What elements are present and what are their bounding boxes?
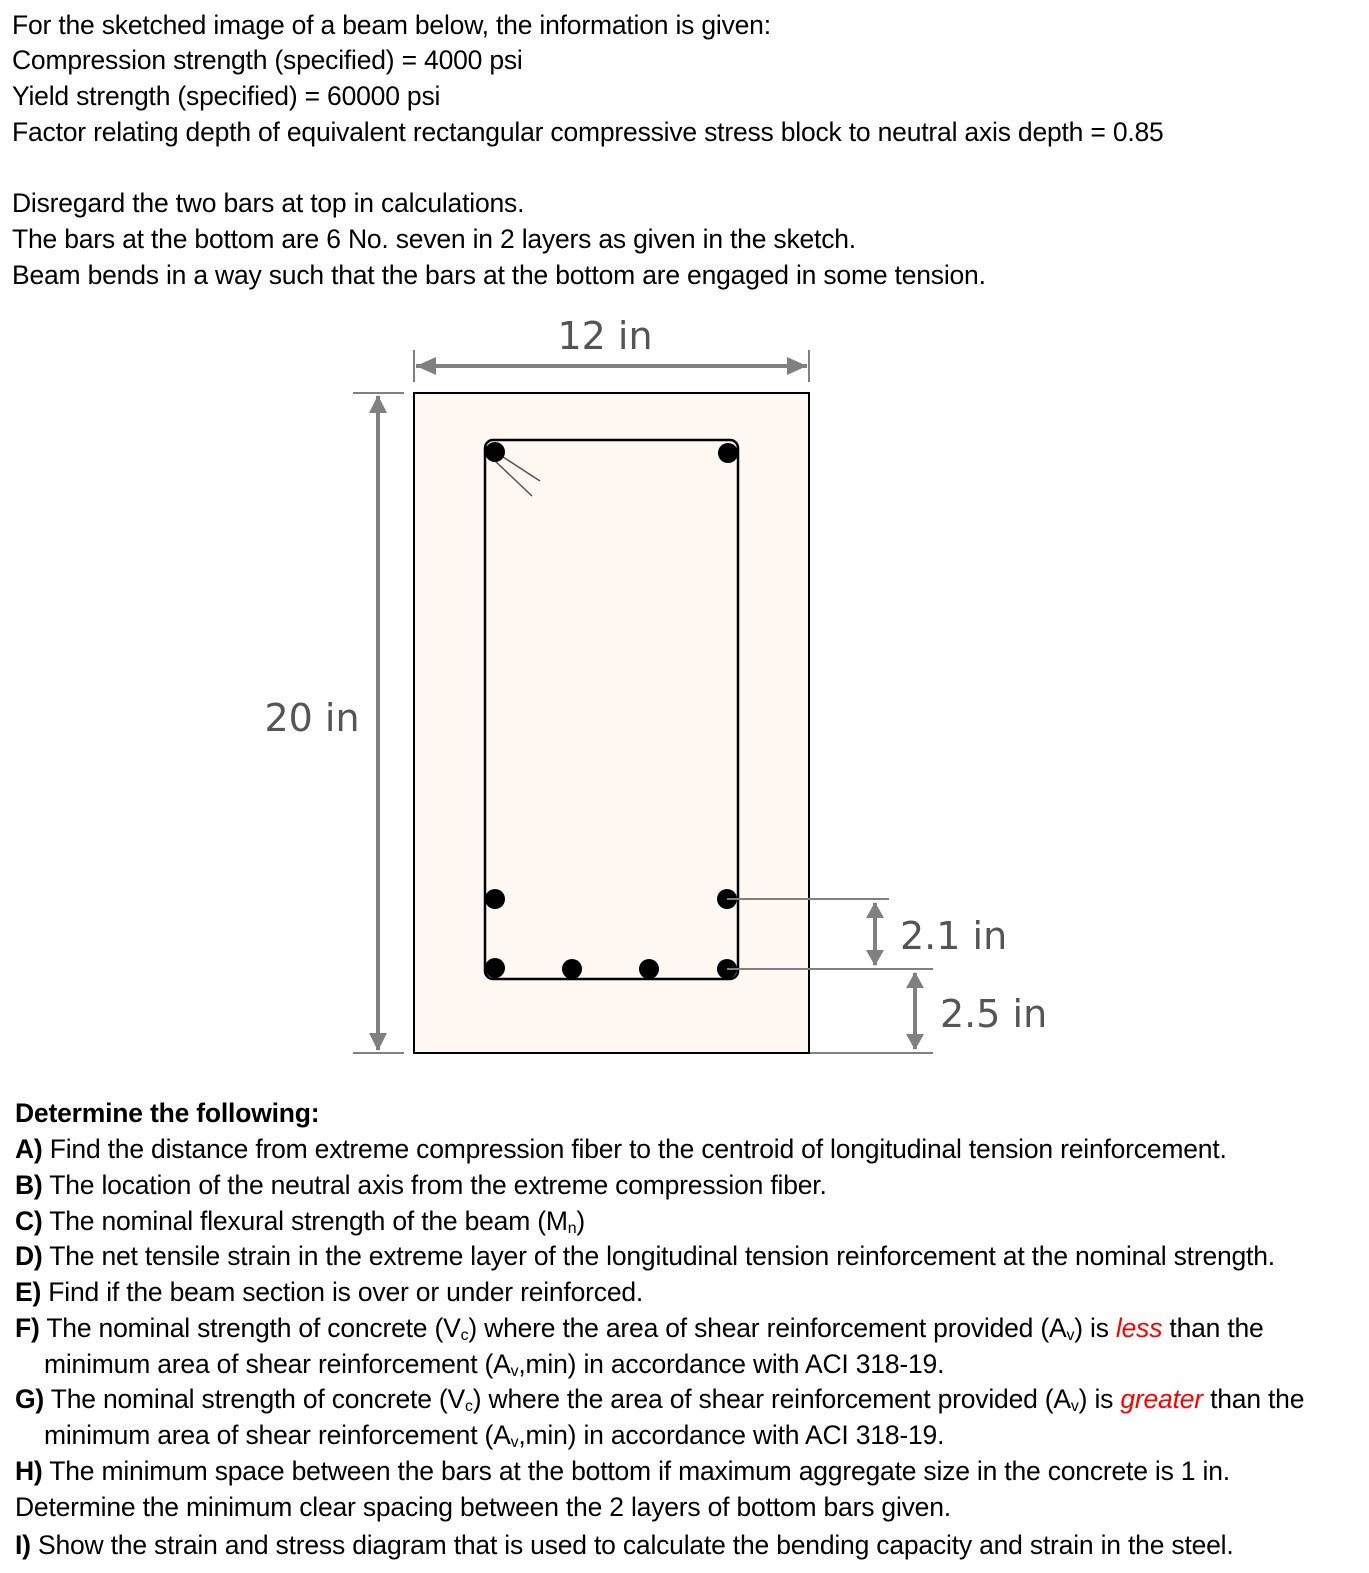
question-i-letter: I) — [15, 1530, 31, 1560]
question-b-letter: B) — [15, 1170, 43, 1200]
cover-label: 2.5 in — [940, 992, 1048, 1036]
height-arrow-bottom-icon — [369, 1033, 387, 1051]
question-f-text-1: The nominal strength of concrete (V — [46, 1313, 461, 1343]
question-g-sub-2: v — [1070, 1398, 1079, 1415]
question-f-text-4: than the — [1162, 1313, 1264, 1343]
question-g-cont-sub: v — [510, 1434, 519, 1451]
question-c-text: The nominal flexural strength of the beam (M — [49, 1206, 568, 1236]
intro-yield-strength: Yield strength (specified) = 60000 psi — [12, 81, 441, 111]
top-bar-left — [485, 442, 505, 462]
question-e — [15, 1275, 643, 1309]
question-f-cont-1: minimum area of shear reinforcement (A — [44, 1349, 511, 1379]
question-g-letter: G) — [15, 1384, 45, 1414]
question-h-line-2: Determine the minimum clear spacing between the 2 layers of bottom bars given. — [15, 1492, 951, 1522]
question-f-text-3: ) is — [1074, 1313, 1116, 1343]
question-a — [15, 1132, 1227, 1166]
question-c — [15, 1204, 585, 1238]
question-g-continuation — [44, 1418, 944, 1452]
question-a-text: Find the distance from extreme compression fiber to the centroid of longitudinal tension reinforcement. — [49, 1134, 1227, 1164]
beam-height-label: 20 in — [264, 696, 360, 740]
question-g-text-1: The nominal strength of concrete (V — [50, 1384, 466, 1414]
questions-heading: Determine the following: — [15, 1098, 320, 1128]
question-f-sub-2: v — [1066, 1327, 1075, 1344]
intro-line-1: For the sketched image of a beam below, the information is given: — [12, 10, 771, 40]
width-arrow-left-icon — [416, 357, 436, 375]
layer-spacing-label: 2.1 in — [900, 914, 1008, 958]
question-g — [15, 1382, 1304, 1416]
cover-arrow-bottom-icon — [906, 1034, 924, 1050]
question-f — [15, 1311, 1264, 1345]
bottom-bar-layer2-left — [485, 889, 505, 909]
question-h-text: The minimum space between the bars at the bottom if maximum aggregate size in the concrete is 1 in. — [49, 1456, 1230, 1486]
bottom-bar-layer1-2 — [562, 959, 582, 979]
intro-bending-note: Beam bends in a way such that the bars at the bottom are engaged in some tension. — [12, 260, 986, 290]
height-arrow-top-icon — [369, 395, 387, 413]
bottom-bar-layer1-3 — [639, 959, 659, 979]
question-c-after: ) — [576, 1206, 586, 1236]
question-f-cont-sub: v — [510, 1363, 519, 1380]
question-d-text: The net tensile strain in the extreme layer of the longitudinal tension reinforcement at the nominal strength. — [49, 1241, 1275, 1271]
intro-stress-block-factor: Factor relating depth of equivalent rectangular compressive stress block to neutral axis depth = 0.85 — [12, 117, 1164, 147]
top-bar-right — [718, 443, 738, 463]
question-f-continuation — [44, 1347, 944, 1381]
question-i — [15, 1528, 1234, 1562]
question-h — [15, 1454, 1230, 1488]
question-f-sub-1: c — [460, 1327, 469, 1344]
question-d-letter: D) — [15, 1241, 43, 1271]
question-d — [15, 1239, 1275, 1273]
width-arrow-right-icon — [787, 357, 807, 375]
intro-disregard-top-bars: Disregard the two bars at top in calculations. — [12, 188, 525, 218]
question-g-text-2: ) where the area of shear reinforcement provided (A — [472, 1384, 1071, 1414]
question-g-text-3: ) is — [1078, 1384, 1121, 1414]
concrete-section — [414, 393, 809, 1053]
question-i-text: Show the strain and stress diagram that is used to calculate the bending capacity and strain in the steel. — [37, 1530, 1234, 1560]
intro-compression-strength: Compression strength (specified) = 4000 psi — [12, 45, 523, 75]
bottom-bar-layer1-1 — [485, 958, 505, 978]
question-g-text-4: than the — [1202, 1384, 1305, 1414]
question-f-emphasis: less — [1115, 1313, 1163, 1343]
question-h-letter: H) — [15, 1456, 43, 1486]
question-a-letter: A) — [15, 1134, 43, 1164]
question-e-letter: E) — [15, 1277, 42, 1307]
beam-width-label: 12 in — [557, 314, 653, 358]
question-c-sub: n — [567, 1220, 577, 1237]
question-g-emphasis: greater — [1120, 1384, 1203, 1414]
layer-spacing-arrow-top-icon — [866, 902, 884, 918]
question-g-cont-2: ,min) in accordance with ACI 318-19. — [518, 1420, 945, 1450]
question-g-sub-1: c — [465, 1398, 473, 1415]
question-c-letter: C) — [15, 1206, 43, 1236]
layer-spacing-arrow-bottom-icon — [866, 950, 884, 966]
question-f-letter: F) — [15, 1313, 40, 1343]
question-g-cont-1: minimum area of shear reinforcement (A — [44, 1420, 511, 1450]
question-b-text: The location of the neutral axis from the extreme compression fiber. — [49, 1170, 827, 1200]
question-f-cont-2: ,min) in accordance with ACI 318-19. — [518, 1349, 945, 1379]
question-b — [15, 1168, 827, 1202]
question-e-text: Find if the beam section is over or under reinforced. — [48, 1277, 644, 1307]
cover-arrow-top-icon — [906, 972, 924, 988]
question-f-text-2: ) where the area of shear reinforcement provided (A — [468, 1313, 1067, 1343]
intro-bottom-bars: The bars at the bottom are 6 No. seven in 2 layers as given in the sketch. — [12, 224, 856, 254]
